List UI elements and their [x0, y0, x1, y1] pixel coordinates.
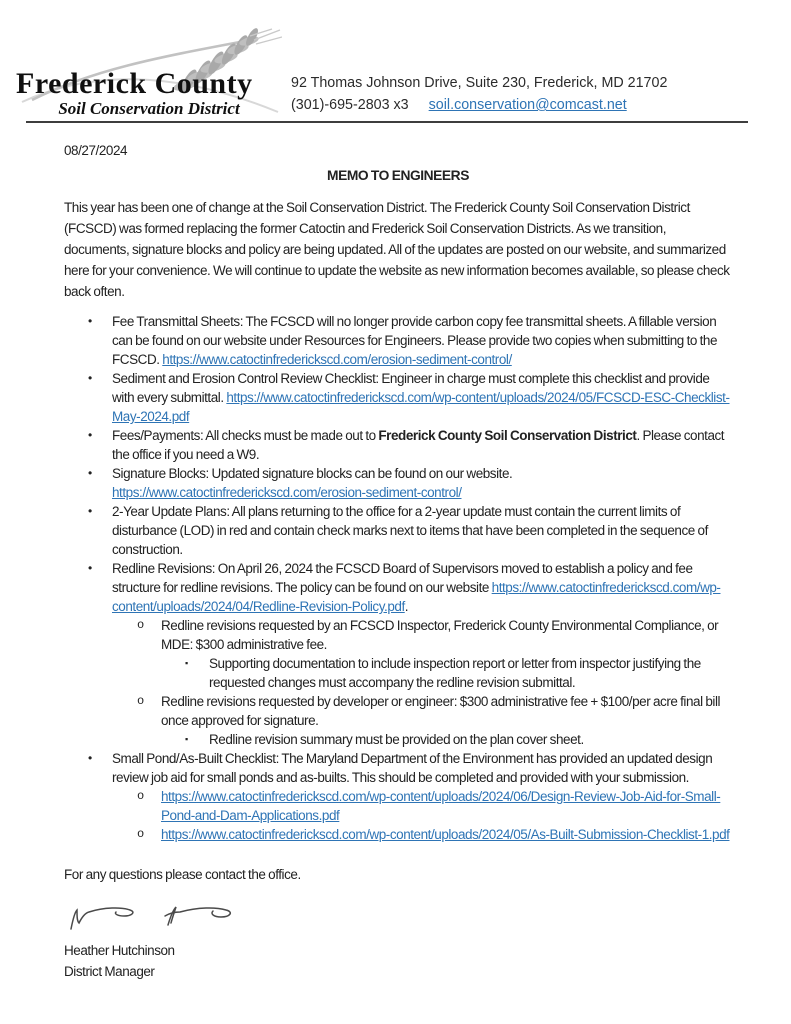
list-item-text	[161, 787, 732, 825]
text-run: Redline revisions requested by developer or engineer: $300 administrative fee + $100/per acre final bill once approved for signature.	[161, 694, 721, 728]
text-run: Signature Blocks: Updated signature blocks can be found on our website.	[112, 466, 513, 481]
text-run: Redline Revisions: On April 26, 2024 the FCSCD Board of Supervisors moved to establish a policy and fee structure for redline revisions. The policy can be found on our website	[112, 561, 693, 595]
bullet-marker: •	[88, 466, 92, 480]
org-name: Frederick County	[16, 67, 253, 100]
address-line: 92 Thomas Johnson Drive, Suite 230, Frederick, MD 21702	[291, 75, 668, 91]
signature-scribble-icon	[64, 898, 274, 940]
text-run: .	[404, 599, 409, 614]
list-item-text	[112, 559, 732, 616]
memo-date: 08/27/2024	[64, 143, 128, 158]
list-item	[64, 654, 732, 692]
header-divider	[26, 121, 748, 123]
phone-number: (301)-695-2803 x3	[291, 97, 409, 113]
org-subtitle: Soil Conservation District	[58, 99, 240, 118]
text-run: Fee Transmittal Sheets: The FCSCD will no longer provide carbon copy fee transmittal sheets. A fillable version can be found on our website under Resources for Engineers. Please provide two copies when submitting to the FCSCD.	[112, 314, 718, 367]
hyperlink[interactable]: https://www.catoctinfrederickscd.com/wp-content/uploads/2024/06/Design-Review-Job-Aid-for-Small-Pond-and-Dam-Applications.pdf	[161, 789, 721, 823]
list-item	[64, 559, 732, 616]
hyperlink[interactable]: https://www.catoctinfrederickscd.com/wp-content/uploads/2024/05/As-Built-Submission-Checklist-1.pdf	[161, 827, 730, 842]
list-item	[64, 312, 732, 369]
list-item	[64, 692, 732, 730]
bullet-marker: •	[88, 314, 92, 328]
bullet-marker: o	[137, 694, 144, 708]
list-item-text	[161, 825, 732, 844]
text-run: Supporting documentation to include inspection report or letter from inspector justifying the requested changes must accompany the redline revision submittal.	[209, 656, 701, 690]
list-item-text	[112, 749, 732, 787]
list-item	[64, 787, 732, 825]
bullet-marker: ▪	[185, 658, 188, 668]
list-item	[64, 464, 732, 502]
bullet-marker: •	[88, 371, 92, 385]
memo-body	[64, 142, 732, 982]
list-item-text	[112, 464, 732, 502]
phone-email-row	[291, 94, 667, 116]
bullet-marker: ▪	[185, 734, 188, 744]
text-run: Sediment and Erosion Control Review Checklist: Engineer in charge must complete this checklist and provide with every submittal.	[112, 371, 710, 405]
bullet-marker: o	[137, 618, 144, 632]
list-item	[64, 730, 732, 749]
contact-block	[291, 72, 667, 116]
list-item-text	[161, 692, 732, 730]
list-item	[64, 749, 732, 787]
bullet-marker: o	[137, 789, 144, 803]
bullet-marker: •	[88, 561, 92, 575]
hyperlink[interactable]: https://www.catoctinfrederickscd.com/erosion-sediment-control/	[112, 485, 462, 500]
list-item	[64, 502, 732, 559]
bullet-marker: •	[88, 504, 92, 518]
signatory-name: Heather Hutchinson	[64, 943, 175, 958]
bullet-marker: •	[88, 751, 92, 765]
closing-line: For any questions please contact the office.	[64, 867, 301, 882]
district-logo	[16, 28, 282, 126]
hyperlink[interactable]: https://www.catoctinfrederickscd.com/wp-content/uploads/2024/04/Redline-Revision-Policy.pdf	[112, 580, 721, 614]
hyperlink[interactable]: https://www.catoctinfrederickscd.com/wp-content/uploads/2024/05/FCSCD-ESC-Checklist-May-2024.pdf	[112, 390, 730, 424]
bullet-list	[64, 312, 732, 844]
list-item-text	[112, 369, 732, 426]
hyperlink[interactable]: https://www.catoctinfrederickscd.com/erosion-sediment-control/	[162, 352, 512, 367]
list-item	[64, 426, 732, 464]
intro-paragraph: This year has been one of change at the Soil Conservation District. The Frederick County Soil Conservation District (FCSCD) was formed replacing the former Catoctin and Frederick Soil Conservation Districts. As we transition, documents, signature blocks and policy are being updated. All of the updates are posted on our website, and summarized here for your convenience. We will continue to update the website as new information becomes available, so please check back often.	[64, 200, 730, 299]
text-run: Redline revisions requested by an FCSCD Inspector, Frederick County Environmental Compliance, or MDE: $300 administrative fee.	[161, 618, 719, 652]
list-item	[64, 825, 732, 844]
text-run: . Please contact the office if you need a W9.	[112, 428, 725, 462]
list-item	[64, 369, 732, 426]
list-item	[64, 616, 732, 654]
text-run: Fees/Payments: All checks must be made out to	[112, 428, 379, 443]
list-item-text	[161, 616, 732, 654]
text-run: Small Pond/As-Built Checklist: The Maryland Department of the Environment has provided an updated design review job aid for small ponds and as-builts. This should be completed and provided with your submission.	[112, 751, 713, 785]
list-item-text	[209, 654, 732, 692]
text-run: Redline revision summary must be provided on the plan cover sheet.	[209, 732, 584, 747]
memo-title: MEMO TO ENGINEERS	[327, 168, 469, 183]
list-item-text	[209, 730, 732, 749]
text-run: 2-Year Update Plans: All plans returning to the office for a 2-year update must contain the current limits of disturbance (LOD) in red and contain check marks next to items that have been completed in the sequence of construction.	[112, 504, 708, 557]
email-link[interactable]: soil.conservation@comcast.net	[428, 97, 627, 113]
signatory-title: District Manager	[64, 964, 155, 979]
list-item-text	[112, 502, 732, 559]
list-item-text	[112, 426, 732, 464]
bullet-marker: •	[88, 428, 92, 442]
bold-text: Frederick County Soil Conservation District	[378, 428, 637, 443]
list-item-text	[112, 312, 732, 369]
bullet-marker: o	[137, 827, 144, 841]
